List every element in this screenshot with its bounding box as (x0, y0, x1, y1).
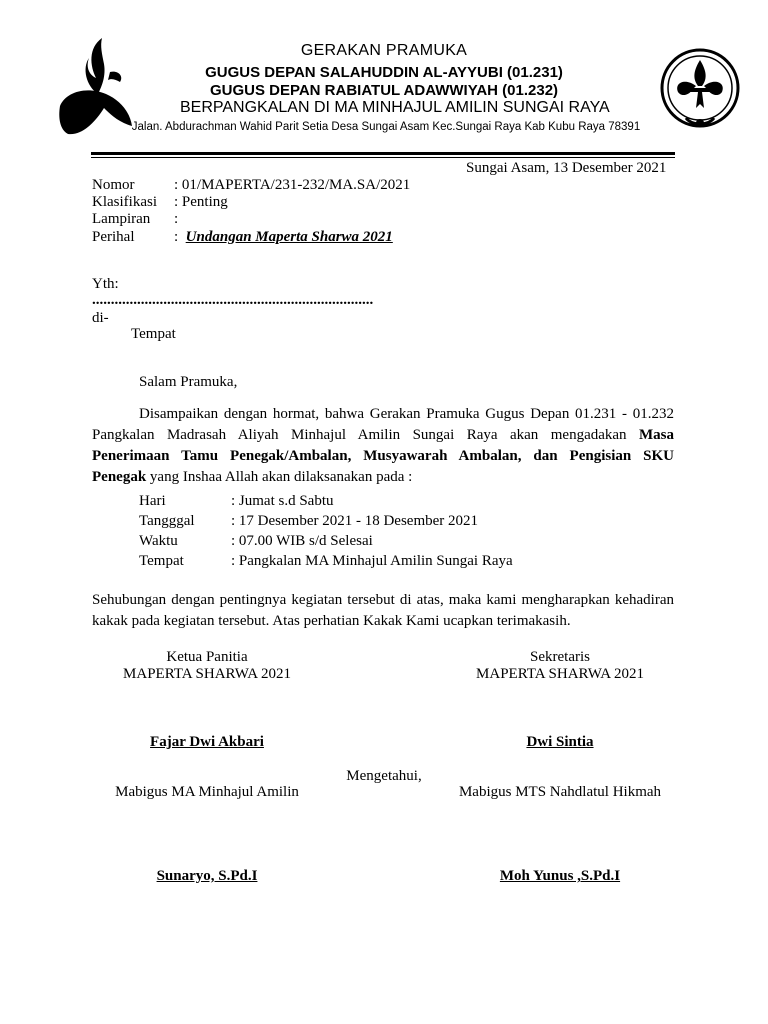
meta-value-lampiran: : (174, 211, 179, 227)
mabigus-left-title: Mabigus MA Minhajul Amilin (115, 784, 299, 800)
meta-value-klasifikasi: : Penting (174, 194, 228, 210)
recipient-yth: Yth: (92, 276, 119, 292)
base-name: BERPANGKALAN DI MA MINHAJUL AMILIN SUNGAI RAYA (180, 99, 610, 116)
body-event: Masa Penerimaan Tamu Penegak/Ambalan, Musyawarah Ambalan, dan Pengisian SKU Penegak (92, 427, 675, 485)
left-signer-event: MAPERTA SHARWA 2021 (123, 666, 291, 682)
body-intro: Disampaikan dengan hormat, bahwa Gerakan Pramuka Gugus Depan 01.231 - 01.232 Pangkalan Madrasah Aliyah Minhajul Amilin Sungai Raya akan mengadakan (92, 406, 674, 443)
header-rule-thin (91, 157, 675, 158)
detail-value-waktu: : 07.00 WIB s/d Selesai (231, 533, 373, 549)
tunas-kelapa-logo (58, 36, 134, 140)
recipient-dots: ........................................................................... (92, 292, 374, 308)
meta-label-lampiran: Lampiran (92, 211, 151, 227)
right-signer-name: Dwi Sintia (526, 734, 594, 750)
meta-value-nomor: : 01/MAPERTA/231-232/MA.SA/2021 (174, 177, 411, 193)
body-paragraph (92, 404, 674, 488)
detail-label-tempat: Tempat (139, 553, 184, 569)
recipient-tempat: Tempat (131, 326, 176, 342)
mabigus-right-title: Mabigus MTS Nahdlatul Hikmah (458, 784, 662, 800)
detail-value-hari: : Jumat s.d Sabtu (231, 493, 334, 509)
mabigus-right-name: Moh Yunus ,S.Pd.I (499, 868, 621, 884)
left-signer-name: Fajar Dwi Akbari (150, 734, 264, 750)
mabigus-left-name: Sunaryo, S.Pd.I (156, 868, 258, 884)
left-signer-title: Ketua Panitia (166, 649, 248, 665)
org-name: GERAKAN PRAMUKA (300, 42, 468, 59)
subject-text: Undangan Maperta Sharwa 2021 (185, 229, 393, 245)
body-tail: yang Inshaa Allah akan dilaksanakan pada : (146, 469, 413, 485)
header-rule-thick (91, 152, 675, 155)
right-signer-event: MAPERTA SHARWA 2021 (476, 666, 644, 682)
greeting: Salam Pramuka, (139, 374, 238, 390)
address: Jalan. Abdurachman Wahid Parit Setia Desa Sungai Asam Kec.Sungai Raya Kab Kubu Raya 78391 (131, 121, 641, 133)
place-date: Sungai Asam, 13 Desember 2021 (466, 160, 667, 176)
detail-label-hari: Hari (139, 493, 166, 509)
acknowledge-label: Mengetahui, (346, 768, 422, 784)
detail-label-waktu: Waktu (139, 533, 178, 549)
detail-value-tempat: : Pangkalan MA Minhajul Amilin Sungai Raya (231, 553, 513, 569)
unit-1-name: GUGUS DEPAN SALAHUDDIN AL-AYYUBI (01.231) (205, 64, 563, 81)
meta-label-klasifikasi: Klasifikasi (92, 194, 157, 210)
unit-2-name: GUGUS DEPAN RABIATUL ADAWWIYAH (01.232) (209, 82, 559, 99)
right-signer-title: Sekretaris (530, 649, 590, 665)
detail-label-tanggal: Tangggal (139, 513, 195, 529)
meta-label-perihal: Perihal (92, 229, 135, 245)
scout-emblem-logo (658, 46, 742, 136)
detail-value-tanggal: : 17 Desember 2021 - 18 Desember 2021 (231, 513, 479, 529)
recipient-di: di- (92, 310, 109, 326)
closing-paragraph: Sehubungan dengan pentingnya kegiatan tersebut di atas, maka kami mengharapkan kehadiran kakak pada kegiatan tersebut. Atas perhatian Kakak Kami ucapkan terimakasih. (92, 592, 674, 629)
meta-value-perihal: : Undangan Maperta Sharwa 2021 (174, 229, 393, 245)
meta-label-nomor: Nomor (92, 177, 135, 193)
